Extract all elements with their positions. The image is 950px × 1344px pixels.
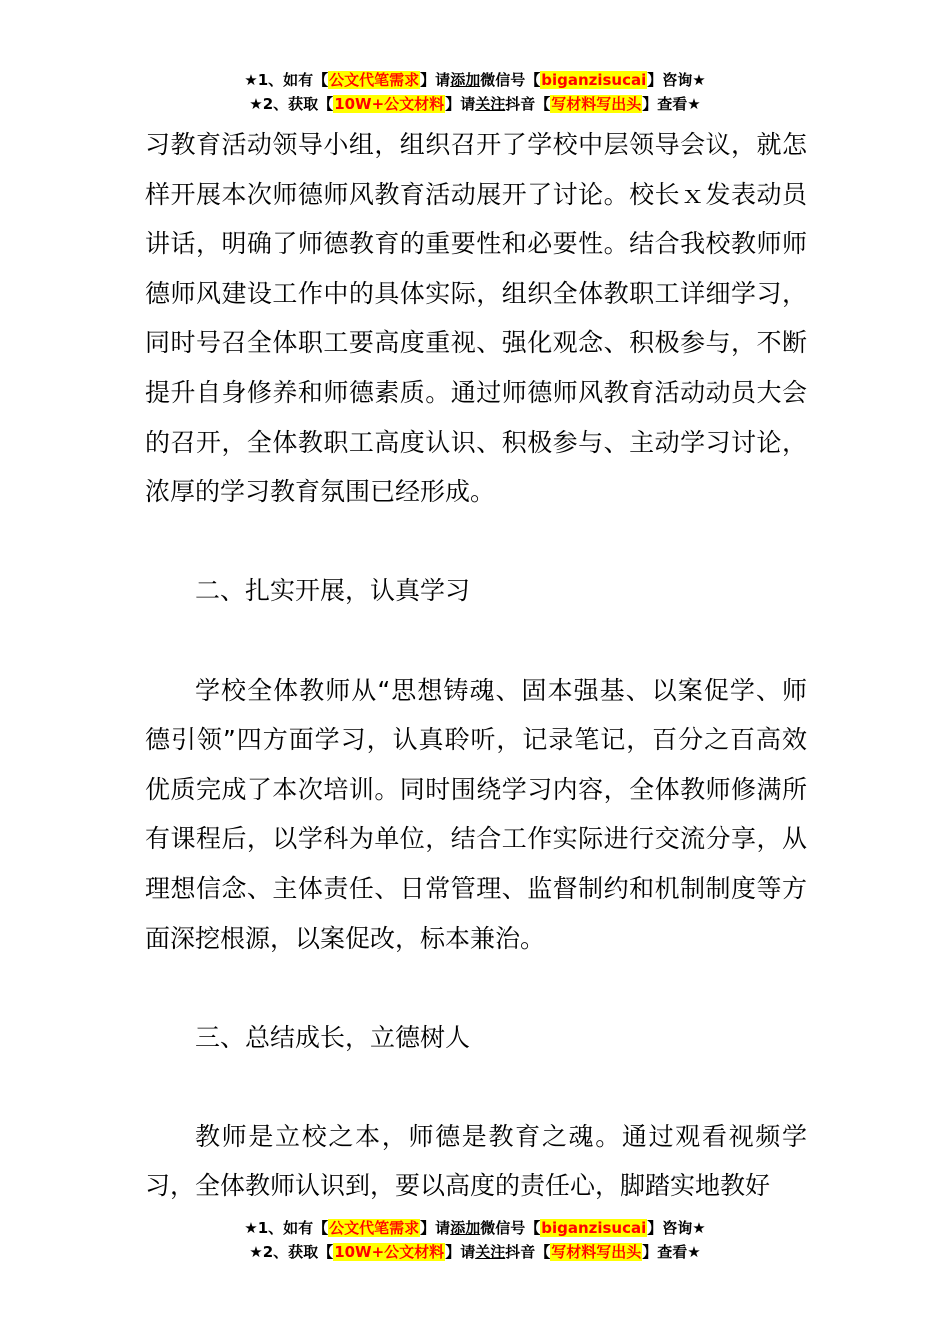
spacer — [145, 963, 807, 1013]
banner-text: 】请 — [445, 95, 476, 113]
banner-text: 微信号【 — [480, 1219, 541, 1237]
banner-text: ★2、获取【 — [249, 1243, 334, 1261]
banner-text: 抖音【 — [505, 95, 551, 113]
banner-underline: 关注 — [475, 1243, 506, 1261]
banner-highlight: biganzisucai — [541, 1219, 647, 1237]
banner-line-1 — [0, 1216, 950, 1240]
banner-text: 】咨询★ — [647, 71, 706, 89]
banner-text: ★1、如有【 — [244, 71, 329, 89]
banner-text: 】查看★ — [642, 1243, 701, 1261]
banner-underline: 添加 — [450, 71, 481, 89]
footer-banner — [0, 1216, 950, 1264]
spacer — [145, 616, 807, 666]
banner-underline: 关注 — [475, 95, 506, 113]
banner-highlight: 写材料写出头 — [551, 1243, 642, 1261]
banner-text: 抖音【 — [505, 1243, 551, 1261]
document-body — [145, 120, 807, 1211]
banner-text: 】请 — [420, 1219, 451, 1237]
banner-text: ★1、如有【 — [244, 1219, 329, 1237]
header-banner — [0, 68, 950, 116]
paragraph-1: 习教育活动领导小组，组织召开了学校中层领导会议，就怎样开展本次师德师风教育活动展开了讨论。校长ｘ发表动员讲话，明确了师德教育的重要性和必要性。结合我校教师师德师风建设工作中的具体实际，组织全体教职工详细学习，同时号召全体职工要高度重视、强化观念、积极参与，不断提升自身修养和师德素质。通过师德师风教育活动动员大会的召开，全体教职工高度认识、积极参与、主动学习讨论，浓厚的学习教育氛围已经形成。 — [145, 130, 807, 507]
banner-highlight: 10W+公文材料 — [334, 1243, 445, 1261]
paragraph-3: 教师是立校之本，师德是教育之魂。通过观看视频学习，全体教师认识到，要以高度的责任心，脚踏实地教好 — [145, 1121, 807, 1201]
banner-underline: 添加 — [450, 1219, 481, 1237]
banner-line-2 — [0, 1240, 950, 1264]
banner-text: ★2、获取【 — [249, 95, 334, 113]
banner-highlight: 公文代笔需求 — [329, 1219, 420, 1237]
banner-text: 】查看★ — [642, 95, 701, 113]
banner-highlight: 公文代笔需求 — [329, 71, 420, 89]
banner-text: 】请 — [420, 71, 451, 89]
banner-highlight: 10W+公文材料 — [334, 95, 445, 113]
spacer — [145, 517, 807, 567]
banner-line-1 — [0, 68, 950, 92]
banner-highlight: biganzisucai — [541, 71, 647, 89]
banner-text: 】咨询★ — [647, 1219, 706, 1237]
spacer — [145, 1062, 807, 1112]
banner-text: 微信号【 — [480, 71, 541, 89]
section-heading-2: 二、扎实开展，认真学习 — [195, 576, 471, 606]
banner-highlight: 写材料写出头 — [551, 95, 642, 113]
section-heading-3: 三、总结成长，立德树人 — [195, 1022, 471, 1052]
banner-line-2 — [0, 92, 950, 116]
banner-text: 】请 — [445, 1243, 476, 1261]
paragraph-2: 学校全体教师从“思想铸魂、固本强基、以案促学、师德引领”四方面学习，认真聆听，记录笔记，百分之百高效优质完成了本次培训。同时围绕学习内容，全体教师修满所有课程后，以学科为单位，结合工作实际进行交流分享，从理想信念、主体责任、日常管理、监督制约和机制制度等方面深挖根源，以案促改，标本兼治。 — [145, 675, 807, 953]
